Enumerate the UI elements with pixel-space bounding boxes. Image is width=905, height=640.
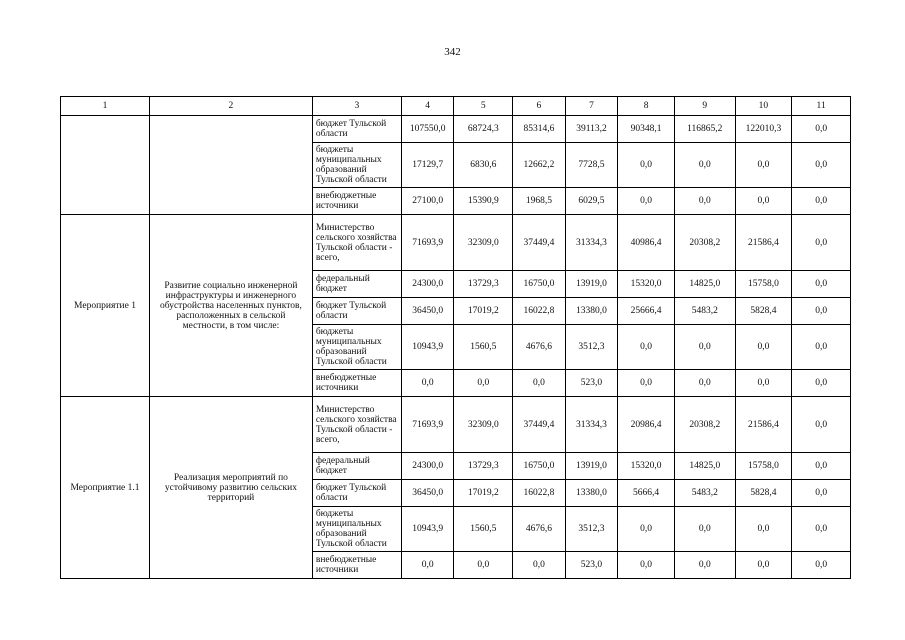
measure-cell: Мероприятие 1.1 — [61, 397, 150, 579]
value-cell: 0,0 — [618, 143, 675, 188]
value-cell: 17129,7 — [401, 143, 454, 188]
funding-source-cell: бюджет Тульской области — [312, 480, 401, 507]
value-cell: 10943,9 — [401, 507, 454, 552]
funding-source-cell: бюджеты муниципальных образований Тульской области — [312, 143, 401, 188]
value-cell: 36450,0 — [401, 480, 454, 507]
value-cell: 0,0 — [513, 552, 566, 579]
funding-source-cell: Министерство сельского хозяйства Тульской области - всего, — [312, 215, 401, 271]
budget-table — [60, 96, 851, 579]
measure-cell — [61, 116, 150, 215]
value-cell: 0,0 — [618, 325, 675, 370]
value-cell: 13380,0 — [565, 298, 618, 325]
value-cell: 68724,3 — [454, 116, 513, 143]
value-cell: 0,0 — [792, 397, 851, 453]
description-cell: Развитие социально инженерной инфраструктуры и инженерного обустройства населенных пунктов, расположенных в сельской местности, в том числе: — [150, 215, 313, 397]
header-cell: 3 — [312, 97, 401, 116]
value-cell: 0,0 — [674, 143, 735, 188]
funding-source-cell: внебюджетные источники — [312, 370, 401, 397]
description-cell — [150, 116, 313, 215]
value-cell: 25666,4 — [618, 298, 675, 325]
value-cell: 15758,0 — [735, 271, 792, 298]
header-row — [61, 97, 851, 116]
value-cell: 37449,4 — [513, 397, 566, 453]
value-cell: 10943,9 — [401, 325, 454, 370]
value-cell: 0,0 — [792, 325, 851, 370]
funding-source-cell: бюджет Тульской области — [312, 116, 401, 143]
value-cell: 1560,5 — [454, 325, 513, 370]
value-cell: 31334,3 — [565, 215, 618, 271]
value-cell: 0,0 — [674, 507, 735, 552]
value-cell: 16022,8 — [513, 298, 566, 325]
value-cell: 122010,3 — [735, 116, 792, 143]
description-cell: Реализация мероприятий по устойчивому развитию сельских территорий — [150, 397, 313, 579]
value-cell: 12662,2 — [513, 143, 566, 188]
value-cell: 17019,2 — [454, 298, 513, 325]
value-cell: 5483,2 — [674, 298, 735, 325]
value-cell: 37449,4 — [513, 215, 566, 271]
value-cell: 0,0 — [454, 552, 513, 579]
value-cell: 116865,2 — [674, 116, 735, 143]
value-cell: 0,0 — [454, 370, 513, 397]
value-cell: 0,0 — [792, 143, 851, 188]
value-cell: 20308,2 — [674, 397, 735, 453]
value-cell: 0,0 — [792, 188, 851, 215]
value-cell: 0,0 — [735, 507, 792, 552]
value-cell: 16750,0 — [513, 453, 566, 480]
funding-source-cell: Министерство сельского хозяйства Тульской области - всего, — [312, 397, 401, 453]
value-cell: 21586,4 — [735, 397, 792, 453]
value-cell: 20986,4 — [618, 397, 675, 453]
value-cell: 14825,0 — [674, 271, 735, 298]
value-cell: 3512,3 — [565, 325, 618, 370]
value-cell: 90348,1 — [618, 116, 675, 143]
table-row — [61, 116, 851, 143]
funding-source-cell: федеральный бюджет — [312, 271, 401, 298]
value-cell: 3512,3 — [565, 507, 618, 552]
value-cell: 21586,4 — [735, 215, 792, 271]
value-cell: 0,0 — [792, 271, 851, 298]
value-cell: 5666,4 — [618, 480, 675, 507]
funding-source-cell: бюджет Тульской области — [312, 298, 401, 325]
value-cell: 4676,6 — [513, 507, 566, 552]
header-cell: 4 — [401, 97, 454, 116]
value-cell: 0,0 — [735, 552, 792, 579]
page-number: 342 — [444, 46, 461, 58]
value-cell: 0,0 — [735, 370, 792, 397]
value-cell: 0,0 — [513, 370, 566, 397]
value-cell: 0,0 — [792, 480, 851, 507]
value-cell: 0,0 — [792, 215, 851, 271]
value-cell: 31334,3 — [565, 397, 618, 453]
value-cell: 0,0 — [674, 188, 735, 215]
value-cell: 39113,2 — [565, 116, 618, 143]
value-cell: 523,0 — [565, 370, 618, 397]
table-row — [61, 215, 851, 271]
value-cell: 0,0 — [735, 143, 792, 188]
value-cell: 13919,0 — [565, 453, 618, 480]
value-cell: 0,0 — [618, 188, 675, 215]
value-cell: 0,0 — [618, 370, 675, 397]
value-cell: 40986,4 — [618, 215, 675, 271]
header-cell: 7 — [565, 97, 618, 116]
value-cell: 71693,9 — [401, 397, 454, 453]
value-cell: 20308,2 — [674, 215, 735, 271]
value-cell: 0,0 — [792, 507, 851, 552]
value-cell: 0,0 — [401, 552, 454, 579]
table-row — [61, 397, 851, 453]
value-cell: 0,0 — [674, 370, 735, 397]
measure-cell: Мероприятие 1 — [61, 215, 150, 397]
header-cell: 5 — [454, 97, 513, 116]
value-cell: 36450,0 — [401, 298, 454, 325]
value-cell: 1968,5 — [513, 188, 566, 215]
value-cell: 13919,0 — [565, 271, 618, 298]
value-cell: 0,0 — [792, 370, 851, 397]
value-cell: 27100,0 — [401, 188, 454, 215]
header-cell: 8 — [618, 97, 675, 116]
value-cell: 17019,2 — [454, 480, 513, 507]
header-cell: 9 — [674, 97, 735, 116]
funding-source-cell: внебюджетные источники — [312, 188, 401, 215]
value-cell: 0,0 — [618, 507, 675, 552]
value-cell: 16750,0 — [513, 271, 566, 298]
value-cell: 0,0 — [792, 298, 851, 325]
value-cell: 6029,5 — [565, 188, 618, 215]
value-cell: 0,0 — [618, 552, 675, 579]
value-cell: 523,0 — [565, 552, 618, 579]
value-cell: 0,0 — [401, 370, 454, 397]
funding-source-cell: бюджеты муниципальных образований Тульской области — [312, 507, 401, 552]
value-cell: 16022,8 — [513, 480, 566, 507]
header-cell: 2 — [150, 97, 313, 116]
value-cell: 0,0 — [792, 116, 851, 143]
value-cell: 5483,2 — [674, 480, 735, 507]
header-cell: 11 — [792, 97, 851, 116]
value-cell: 24300,0 — [401, 271, 454, 298]
value-cell: 15320,0 — [618, 271, 675, 298]
value-cell: 0,0 — [792, 552, 851, 579]
value-cell: 0,0 — [674, 552, 735, 579]
value-cell: 1560,5 — [454, 507, 513, 552]
value-cell: 71693,9 — [401, 215, 454, 271]
funding-source-cell: внебюджетные источники — [312, 552, 401, 579]
value-cell: 24300,0 — [401, 453, 454, 480]
value-cell: 0,0 — [674, 325, 735, 370]
value-cell: 13729,3 — [454, 271, 513, 298]
value-cell: 4676,6 — [513, 325, 566, 370]
value-cell: 15320,0 — [618, 453, 675, 480]
value-cell: 14825,0 — [674, 453, 735, 480]
value-cell: 0,0 — [792, 453, 851, 480]
value-cell: 0,0 — [735, 325, 792, 370]
value-cell: 6830,6 — [454, 143, 513, 188]
funding-source-cell: бюджеты муниципальных образований Тульской области — [312, 325, 401, 370]
value-cell: 5828,4 — [735, 298, 792, 325]
value-cell: 32309,0 — [454, 215, 513, 271]
value-cell: 7728,5 — [565, 143, 618, 188]
value-cell: 85314,6 — [513, 116, 566, 143]
value-cell: 107550,0 — [401, 116, 454, 143]
header-cell: 6 — [513, 97, 566, 116]
value-cell: 13729,3 — [454, 453, 513, 480]
header-cell: 10 — [735, 97, 792, 116]
value-cell: 13380,0 — [565, 480, 618, 507]
value-cell: 15758,0 — [735, 453, 792, 480]
value-cell: 32309,0 — [454, 397, 513, 453]
value-cell: 0,0 — [735, 188, 792, 215]
value-cell: 5828,4 — [735, 480, 792, 507]
funding-source-cell: федеральный бюджет — [312, 453, 401, 480]
value-cell: 15390,9 — [454, 188, 513, 215]
header-cell: 1 — [61, 97, 150, 116]
